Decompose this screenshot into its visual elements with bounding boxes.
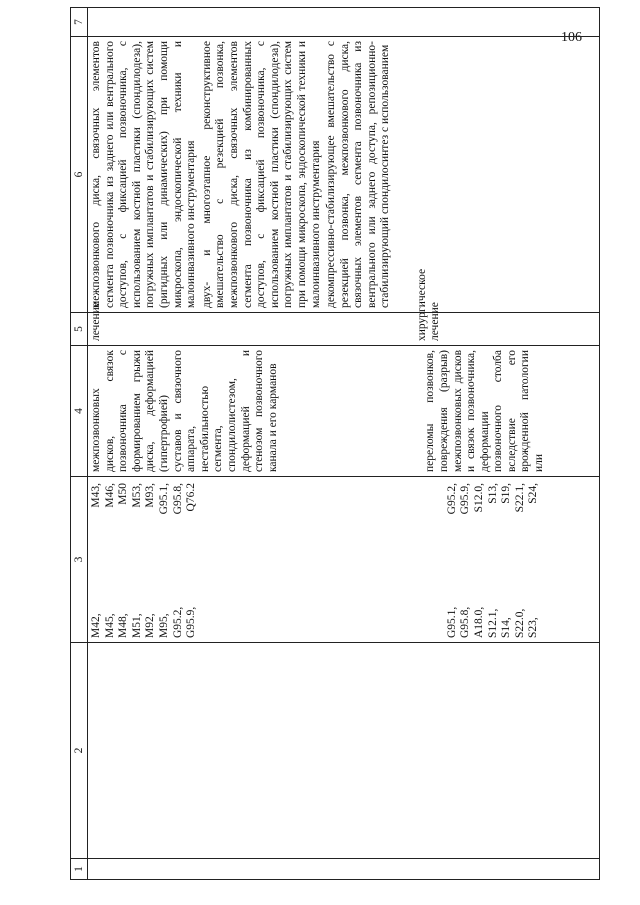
page-number: 106 xyxy=(561,30,582,45)
cell-method xyxy=(88,37,600,313)
table-row xyxy=(88,8,600,880)
cell-number xyxy=(88,859,600,880)
icd-codes-right: M43, M46, M50 M53, M93, G95.1, G95.8, Q76.2 xyxy=(90,483,198,515)
column-header-7: 7 xyxy=(71,8,88,37)
icd-codes-group-2 xyxy=(444,477,541,642)
column-header-3: 3 xyxy=(71,477,88,643)
diagnosis-text-1: межпозвонковых дисков, связок позвоночника с формированием грыжи диска, деформацией (гипертрофией) суставов и связочного аппарата, нестабильностью сегмента, спондилолистезом, деформацией и стенозом позвоночного канала и его карманов xyxy=(90,350,279,472)
medical-procedures-table xyxy=(70,7,600,880)
cell-icd-codes xyxy=(88,477,600,643)
column-header-6: 6 xyxy=(71,37,88,313)
column-header-5: 5 xyxy=(71,313,88,346)
cell-name xyxy=(88,643,600,859)
cell-cost xyxy=(88,8,600,37)
icd-codes-left: G95.1, G95.8, A18.0, S12.1, S14, S22.0, S23, xyxy=(445,606,540,638)
method-text-1: межпозвонкового диска, связочных элементов сегмента позвоночника из заднего или вентрального доступов, с фиксацией позвоночника, с использованием костной пластики (спондилодеза), погружных имплантатов и стабилизирующих систем (ригидных или динамических) при помощи микроскопа, эндоскопической техники и малоинвазивного инструментария xyxy=(90,41,198,308)
method-text-3: декомпрессивно-стабилизирующее вмешательство с резекцией позвонка, межпозвонкового диска, связочных элементов сегмента позвоночника из вентрального или заднего доступа, репозиционно-стабилизирующий спондилосинтез с использованием xyxy=(325,41,392,308)
diagnosis-text-2: переломы позвонков, повреждения (разрыв) межпозвонковых дисков и связок позвоночника, деформации позвоночного столба вследствие его врожденной патологии или xyxy=(424,350,546,472)
rotated-table-container xyxy=(70,15,600,880)
icd-codes-group-1 xyxy=(88,477,199,642)
column-header-2: 2 xyxy=(71,643,88,859)
icd-codes-left: M42, M45, M48, M51, M92, M95, G95.2, G95.9, xyxy=(90,606,198,638)
treatment-type-1: лечение xyxy=(90,302,102,341)
treatment-type-2: хирургическое лечение xyxy=(415,268,442,341)
cell-treatment-type xyxy=(88,268,600,346)
column-header-4: 4 xyxy=(71,346,88,477)
column-header-1: 1 xyxy=(71,859,88,880)
icd-codes-right: G95.2, G95.9, S12.0, S13, S19, S22.1, S24, xyxy=(445,483,540,515)
column-number-row xyxy=(71,8,88,880)
method-text-2: двух- и многоэтапное реконструктивное вмешательство с резекцией позвонка, межпозвонкового диска, связочных элементов сегмента позвоночника из комбинированных доступов, с фиксацией позвоночника, с использованием костной пластики (спондилодеза), погружных имплантатов и стабилизирующих систем при помощи микроскопа, эндоскопической техники и малоинвазивного инструментария xyxy=(200,41,322,308)
cell-diagnosis xyxy=(88,346,600,477)
